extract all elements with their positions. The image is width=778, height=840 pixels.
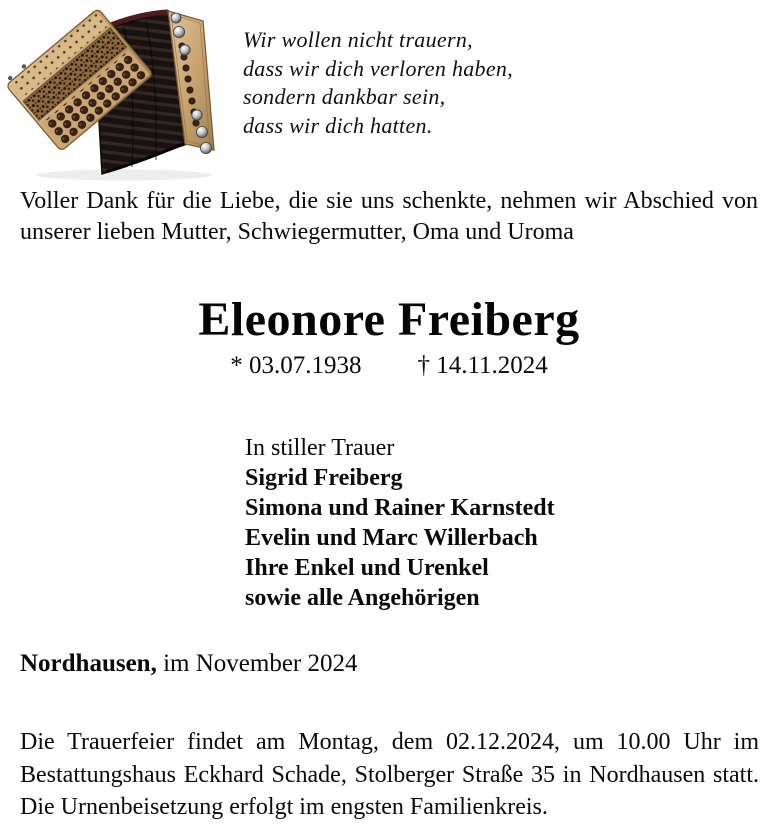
death-date: † 14.11.2024 (417, 352, 548, 379)
life-dates (0, 352, 778, 380)
funeral-line: Die Trauerfeier findet am Montag, dem 02.12.2024, um 10.00 Uhr im (20, 729, 759, 755)
mourner-name: Sigrid Freiberg (245, 465, 403, 491)
intro-line: Voller Dank für die Liebe, die sie uns schenkte, nehmen wir Abschied von (20, 188, 758, 214)
city-name: Nordhausen, (20, 650, 157, 677)
funeral-line: Bestattungshaus Eckhard Schade, Stolberger Straße 35 in Nordhausen statt. (20, 761, 759, 788)
mourner-name: Ihre Enkel und Urenkel (245, 555, 489, 581)
dateline-rest: im November 2024 (156, 650, 358, 677)
poem-line: Wir wollen nicht trauern, (243, 27, 473, 52)
memorial-poem (243, 26, 513, 140)
poem-line: dass wir dich verloren haben, (243, 55, 514, 81)
intro-paragraph (20, 186, 758, 248)
poem-line: sondern dankbar sein, (243, 84, 446, 109)
funeral-line: Die Urnenbeisetzung erfolgt im engsten Familienkreis. (20, 794, 548, 820)
mourner-name: sowie alle Angehörigen (245, 585, 480, 611)
poem-line: dass wir dich hatten. (243, 112, 433, 138)
mourners-list (245, 433, 555, 613)
birth-date: * 03.07.1938 (230, 352, 362, 379)
mourner-name: Evelin und Marc Willerbach (245, 525, 538, 551)
accordion-image (6, 2, 234, 182)
funeral-info (20, 726, 759, 824)
mourners-intro: In stiller Trauer (245, 435, 395, 461)
intro-line: unserer lieben Mutter, Schwiegermutter, Oma und Uroma (20, 219, 574, 245)
deceased-name: Eleonore Freiberg (198, 293, 580, 346)
city-dateline (20, 650, 358, 678)
mourner-name: Simona und Rainer Karnstedt (245, 495, 555, 521)
